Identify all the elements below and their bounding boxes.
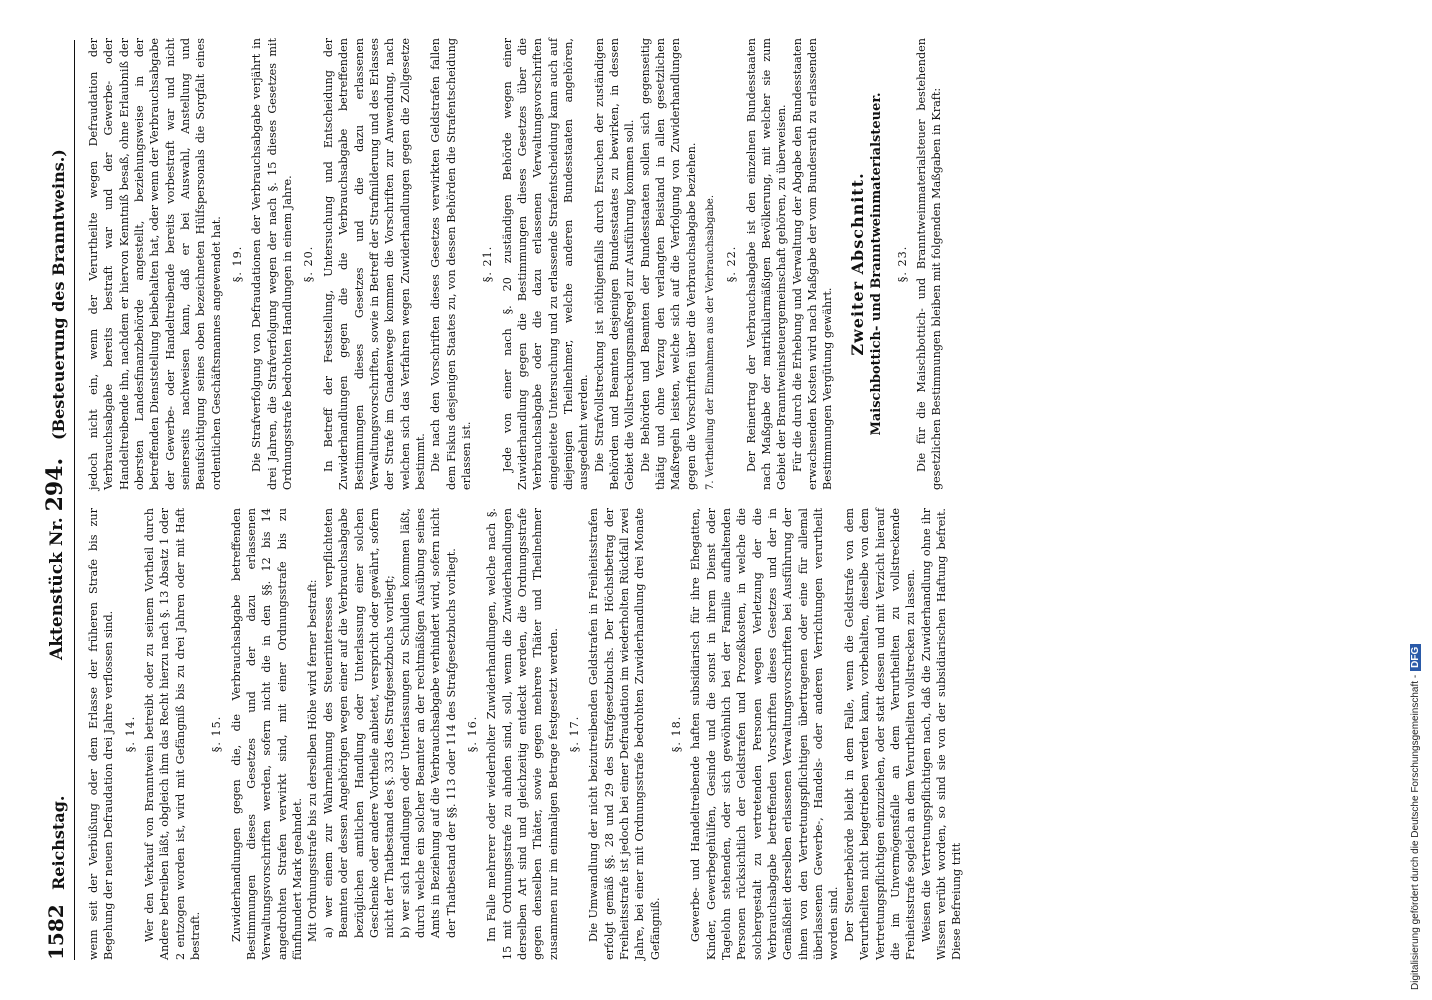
text-paragraph: jedoch nicht ein, wenn der Verurtheilte wegen Defraudation der Verbrauchsabgabe bereits bestraft war und der Gewerbe- oder Handeltreibende ihn, nachdem er hiervon Kenntniß besaß, ohne Erlaubniß der obersten Landesfinanzbehörde angestellt, beziehungsweise in der betreffenden Dienststellung beibehalten hat, oder wenn der Verbrauchsabgabe der Gewerbe- oder Handeltreibende bereits vorbestraft war und nicht seinerseits nachweisen kann, daß er bei Auswahl, Anstellung und Beaufsichtigung seines oben bezeichneten Hülfspersonals die Sorgfalt eines ordentlichen Geschäftsmannes angewendet hat. xyxy=(87,38,223,490)
text-paragraph: 7. Vertheilung der Einnahmen aus der Verbrauchsabgabe. xyxy=(705,194,717,490)
list-item: a) wer einem zur Wahrnehmung des Steuerinteresses verpflichteten Beamten oder dessen Angehörigen wegen einer auf die Verbrauchsabgabe bezüglichen amtlichen Handlung oder Unterlassung einer solchen Geschenke oder andere Vortheile anbietet, verspricht oder gewährt, sofern nicht der Thatbestand des §. 333 des Strafgesetzbuchs vorliegt; xyxy=(321,508,397,938)
text-paragraph: Die für die Maischbottich- und Branntweinmaterialsteuer bestehenden gesetzlichen Bestimmungen bleiben mit folgenden Maßgaben in Kraft: xyxy=(914,38,944,490)
header-right-title: (Besteuerung des Branntweins.) xyxy=(49,149,68,440)
text-paragraph: Die Umwandlung der nicht beizutreibenden Geldstrafen in Freiheitsstrafen erfolgt gemäß §§. 28 und 29 des Strafgesetzbuchs. Der Höchstbetrag der Freiheitsstrafe ist jedoch bei einer Defraudation im wiederholten Rückfall zwei Jahre, bei einer mit Ordnungsstrafe bedrohten Zuwiderhandlung drei Monate Gefängniß. xyxy=(587,508,662,960)
paragraph-heading: §. 21. xyxy=(481,245,495,283)
sidebar-label xyxy=(1410,0,1421,990)
text-paragraph: Die Strafvollstreckung ist nöthigenfalls durch Ersuchen der zuständigen Behörden und Beamten desjenigen Bundesstaates zu bewirken, in dessen Gebiet die Vollstreckungsmaßregel zur Ausführung kommen soll. xyxy=(592,38,637,490)
paragraph-heading: §. 23. xyxy=(895,245,909,283)
page-header xyxy=(34,40,75,960)
text-paragraph: Weisen die Vertretungspflichtigen nach, daß die Zuwiderhandlung ohne ihr Wissen verübt worden, so sind sie von der subsidiarischen Haftung befreit. Diese Befreiung tritt xyxy=(919,508,964,960)
text-paragraph: Zuwiderhandlungen gegen die, die Verbrauchsabgabe betreffenden Bestimmungen dieses Gesetzes und der dazu erlassenen Verwaltungsvorschriften werden, sofern nicht die in den §§. 12 bis 14 angedrohten Strafen verwirkt sind, mit einer Ordnungsstrafe bis zu fünfhundert Mark geahndet. xyxy=(229,508,305,960)
paragraph-heading: §. 20. xyxy=(302,245,316,283)
right-column xyxy=(86,38,945,490)
text-paragraph: wenn seit der Verbüßung oder dem Erlasse der früheren Strafe bis zur Begehung der neuen Defraudation drei Jahre verflossen sind. xyxy=(87,508,116,960)
digitization-sidebar xyxy=(1402,0,1432,1000)
text-paragraph: Gewerbe- und Handeltreibende haften subsidiarisch für ihre Ehegatten, Kinder, Gewerbegehülfen, Gesinde und die sonst in ihrem Dienst oder Tagelohn stehenden, oder sich gewöhnlich bei der Familie aufhaltenden Personen rücksichtlich der Geldstrafen und Prozeßkosten, in welche die solchergestalt zu vertretenden Personen wegen Verletzung der die Verbrauchsabgabe betreffenden Vorschriften dieses Gesetzes und der in Gemäßheit derselben erlassenen Verwaltungsvorschriften bei Ausführung der ihnen von den Vertretungspflichtigen übertragenen oder eine für allemal überlassenen Gewerbe-, Handels- oder anderen Verrichtungen verurtheilt worden sind. xyxy=(689,508,841,960)
text-paragraph: Für die durch die Erhebung und Verwaltung der Abgabe den Bundesstaaten erwachsenden Kosten wird nach Maßgabe der vom Bundesrath zu erlassenden Bestimmungen Vergütung gewährt. xyxy=(790,38,835,490)
paragraph-heading: §. 18. xyxy=(670,715,684,753)
text-paragraph: Der Reinertrag der Verbrauchsabgabe ist den einzelnen Bundesstaaten nach Maßgabe der matrikularmäßigen Bevölkerung, mit welcher sie zum Gebiet der Branntweinsteuergemeinschaft gehören, zu überweisen. xyxy=(744,38,789,490)
page-number: 1582 xyxy=(44,904,68,960)
sidebar-text: Digitalisierung gefördert durch die Deutsche Forschungsgemeinschaft - xyxy=(1410,674,1421,990)
left-column xyxy=(86,508,965,960)
paragraph-heading: §. 14. xyxy=(123,715,137,753)
text-paragraph: Jede von einer nach §. 20 zuständigen Behörde wegen einer Zuwiderhandlung gegen die Bestimmungen dieses Gesetzes über die Verbrauchsabgabe oder die dazu erlassenen Verwaltungsvorschriften eingeleitete Untersuchung und zu erlassende Strafentscheidung kann auch auf diejenigen Theilnehmer, welche anderen Bundesstaaten angehören, ausgedehnt werden. xyxy=(500,38,591,490)
section-heading: Maischbottich- und Branntweinmaterialsteuer. xyxy=(869,92,885,436)
aktenstueck-number: 294. xyxy=(42,457,68,512)
paragraph-heading: §. 19. xyxy=(231,245,245,283)
paragraph-heading: §. 17. xyxy=(567,715,581,753)
paragraph-heading: §. 16. xyxy=(465,715,479,753)
paragraph-heading: §. 15. xyxy=(210,715,224,753)
section-heading: Zweiter Abschnitt. xyxy=(847,172,867,356)
aktenstueck-label: Aktenstück Nr. xyxy=(47,517,67,660)
text-paragraph: Wer den Verkauf von Branntwein betreibt oder zu seinem Vortheil durch Andere betreiben läßt, obgleich ihm das Recht hierzu nach §. 13 Absatz 1 oder 2 entzogen worden ist, wird mit Gefängniß bis zu drei Jahren oder mit Haft bestraft. xyxy=(143,508,203,960)
text-paragraph: Die Behörden und Beamten der Bundesstaaten sollen sich gegenseitig thätig und ohne Verzug den verlangten Beistand in allen gesetzlichen Maßregeln leisten, welche sich auf die Verfolgung von Zuwiderhandlungen gegen die Vorschriften über die Verbrauchsabgabe beziehen. xyxy=(638,38,698,490)
paragraph-heading: §. 22. xyxy=(725,245,739,283)
text-paragraph: Der Steuerbehörde bleibt in dem Falle, wenn die Geldstrafe von dem Verurtheilten nicht beigetrieben werden kann, vorbehalten, dieselbe von dem Vertretungspflichtigen einzuziehen, oder statt dessen und mit Verzicht hierauf die im Unvermögensfalle an dem Verurtheilten zu vollstreckende Freiheitsstrafe sogleich an dem Verurtheilten vollstrecken zu lassen. xyxy=(842,508,918,960)
text-paragraph: Mit Ordnungsstrafe bis zu derselben Höhe wird ferner bestraft: xyxy=(306,579,320,942)
dfg-logo: DFG xyxy=(1410,644,1421,671)
text-paragraph: In Betreff der Feststellung, Untersuchung und Entscheidung der Zuwiderhandlungen gegen die die Verbrauchsabgabe betreffenden Bestimmungen dieses Gesetzes und die dazu erlassenen Verwaltungsvorschriften, sowie in Betreff der Strafmilderung und des Erlasses der Strafe im Gnadenwege kommen die Vorschriften zur Anwendung, nach welchen sich das Verfahren wegen Zuwiderhandlungen gegen die Zollgesetze bestimmt. xyxy=(321,38,427,490)
text-paragraph: Die nach den Vorschriften dieses Gesetzes verwirkten Geldstrafen fallen dem Fiskus desjenigen Staates zu, von dessen Behörden die Strafentscheidung erlassen ist. xyxy=(429,38,473,490)
list-item: b) wer sich Handlungen oder Unterlassungen zu Schulden kommen läßt, durch welche ein solcher Beamter an der rechtmäßigen Ausübung seines Amts in Beziehung auf die Verbrauchsabgabe verhindert wird, sofern nicht der Thatbestand der §§. 113 oder 114 des Strafgesetzbuchs vorliegt. xyxy=(398,508,458,938)
header-aktenstueck xyxy=(42,458,68,660)
text-paragraph: Im Falle mehrerer oder wiederholter Zuwiderhandlungen, welche nach §. 15 mit Ordnungsstrafe zu ahnden sind, soll, wenn die Zuwiderhandlungen derselben Art sind und gleichzeitig entdeckt werden, die Ordnungsstrafe gegen denselben Thäter, sowie gegen mehrere Thäter und Theilnehmer zusammen nur im einmaligen Betrage festgesetzt werden. xyxy=(485,508,560,960)
text-paragraph: Die Strafverfolgung von Defraudationen der Verbrauchsabgabe verjährt in drei Jahren, die Strafverfolgung wegen der nach §. 15 dieses Gesetzes mit Ordnungsstrafe bedrohten Handlungen in einem Jahre. xyxy=(250,38,295,490)
header-left-title: Reichstag. xyxy=(49,795,68,890)
